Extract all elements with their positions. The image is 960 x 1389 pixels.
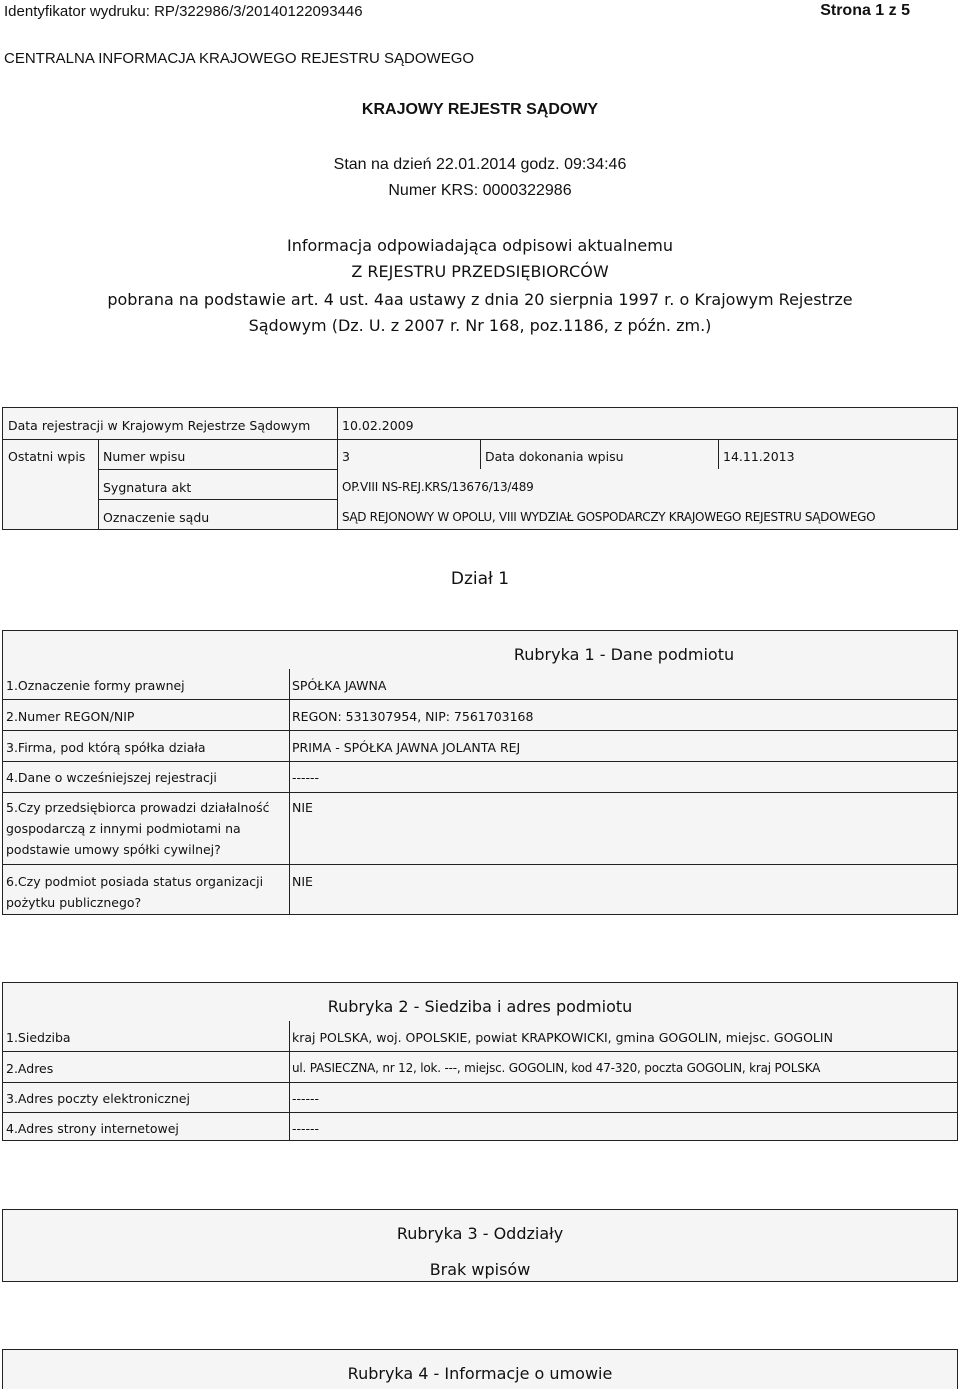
entry-number-label: Numer wpisu (103, 449, 186, 464)
rubryka-1-label: 2.Numer REGON/NIP (6, 709, 135, 724)
rubryka-1-value: REGON: 531307954, NIP: 7561703168 (292, 709, 534, 724)
krs-number: Numer KRS: 0000322986 (388, 182, 572, 199)
rubryka-1-table (2, 630, 958, 915)
rubryka-1-value: NIE (292, 874, 313, 889)
entry-date-label: Data dokonania wpisu (485, 449, 624, 464)
rubryka-2-value: ------ (292, 1091, 320, 1106)
rubryka-2-label: 2.Adres (6, 1061, 54, 1076)
legal-basis-2: Sądowym (Dz. U. z 2007 r. Nr 168, poz.1186, z późn. zm.) (248, 316, 712, 335)
rubryka-2-value: kraj POLSKA, woj. OPOLSKIE, powiat KRAPKOWICKI, gmina GOGOLIN, miejsc. GOGOLIN (292, 1030, 833, 1045)
info-heading-2: Z REJESTRU PRZEDSIĘBIORCÓW (351, 262, 609, 281)
rubryka-3-table (2, 1209, 958, 1282)
rubryka-4-table (2, 1349, 958, 1389)
registry-name: KRAJOWY REJESTR SĄDOWY (361, 101, 599, 118)
rubryka-2-table (2, 982, 958, 1141)
court-value: SĄD REJONOWY W OPOLU, VIII WYDZIAŁ GOSPODARCZY KRAJOWEGO REJESTRU SĄDOWEGO (342, 510, 876, 524)
rubryka-2-label: 1.Siedziba (6, 1030, 71, 1045)
rubryka-2-value: ------ (292, 1121, 320, 1136)
section-title: Dział 1 (450, 569, 510, 589)
print-identifier: Identyfikator wydruku: RP/322986/3/20140122093446 (4, 3, 363, 20)
rubryka-4-title: Rubryka 4 - Informacje o umowie (347, 1364, 613, 1383)
rubryka-2-value: ul. PASIECZNA, nr 12, lok. ---, miejsc. GOGOLIN, kod 47-320, poczta GOGOLIN, kraj POLSKA (292, 1061, 821, 1075)
rubryka-1-label: 4.Dane o wcześniejszej rejestracji (6, 770, 217, 785)
rubryka-1-label: 5.Czy przedsiębiorca prowadzi działalność gospodarczą z innymi podmiotami na podstawie umowy spółki cywilnej? (6, 800, 270, 857)
rubryka-2-label: 4.Adres strony internetowej (6, 1121, 179, 1136)
snapshot-date: Stan na dzień 22.01.2014 godz. 09:34:46 (333, 156, 627, 173)
registration-table (2, 407, 958, 530)
rubryka-2-label: 3.Adres poczty elektronicznej (6, 1091, 190, 1106)
registration-date-value: 10.02.2009 (342, 418, 414, 433)
institution-name: CENTRALNA INFORMACJA KRAJOWEGO REJESTRU SĄDOWEGO (4, 50, 475, 67)
signature-label: Sygnatura akt (103, 480, 192, 495)
legal-basis-1: pobrana na podstawie art. 4 ust. 4aa ustawy z dnia 20 sierpnia 1997 r. o Krajowym Rejestrze (107, 290, 853, 309)
rubryka-1-value: SPÓŁKA JAWNA (292, 678, 387, 693)
rubryka-2-title: Rubryka 2 - Siedziba i adres podmiotu (327, 997, 633, 1016)
rubryka-3-value: Brak wpisów (429, 1260, 531, 1279)
registration-date-label: Data rejestracji w Krajowym Rejestrze Sądowym (8, 418, 311, 433)
rubryka-1-label: 1.Oznaczenie formy prawnej (6, 678, 185, 693)
info-heading-1: Informacja odpowiadająca odpisowi aktualnemu (287, 236, 673, 255)
rubryka-1-value: PRIMA - SPÓŁKA JAWNA JOLANTA REJ (292, 740, 521, 755)
last-entry-label: Ostatni wpis (8, 449, 86, 464)
rubryka-1-value: ------ (292, 770, 320, 785)
rubryka-3-title: Rubryka 3 - Oddziały (396, 1224, 564, 1243)
signature-value: OP.VIII NS-REJ.KRS/13676/13/489 (342, 480, 534, 494)
page-number: Strona 1 z 5 (820, 2, 910, 19)
rubryka-1-value: NIE (292, 800, 313, 815)
entry-number-value: 3 (342, 449, 350, 464)
entry-date-value: 14.11.2013 (723, 449, 795, 464)
rubryka-1-label: 3.Firma, pod którą spółka działa (6, 740, 206, 755)
rubryka-1-title: Rubryka 1 - Dane podmiotu (513, 645, 735, 664)
rubryka-1-label: 6.Czy podmiot posiada status organizacji pożytku publicznego? (6, 874, 264, 910)
court-label: Oznaczenie sądu (103, 510, 210, 525)
